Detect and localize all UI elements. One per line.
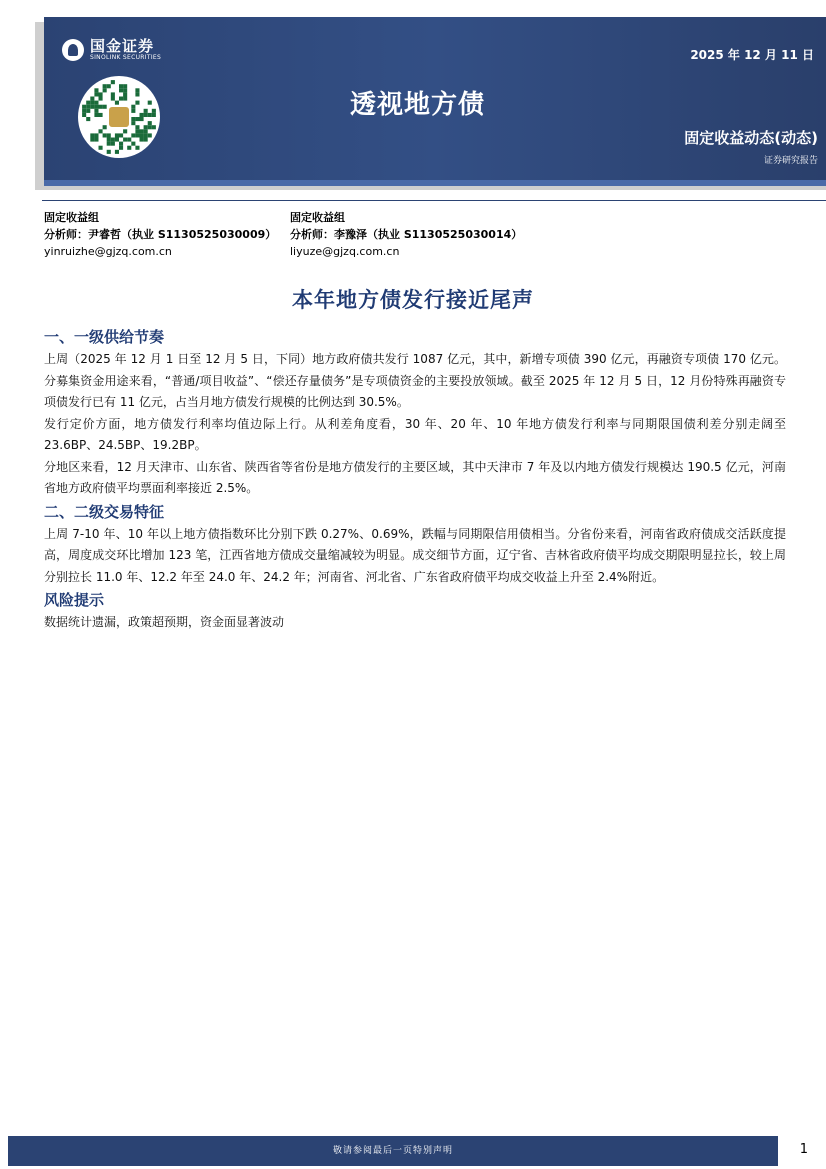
paragraph: 发行定价方面，地方债发行利率均值边际上行。从利差角度看，30 年、20 年、10 年地方债发行利率与同期限国债利差分别走阔至 23.6BP、24.5BP、19.2BP。 bbox=[44, 416, 786, 452]
analyst-label: 分析师： bbox=[290, 228, 334, 241]
section-title-secondary-trading: 二、二级交易特征 bbox=[44, 502, 165, 521]
report-type: 证券研究报告 bbox=[763, 156, 818, 166]
analyst-license: （执业 S1130525030009） bbox=[121, 228, 277, 241]
analyst-name-line bbox=[44, 226, 276, 243]
analyst-block bbox=[44, 209, 276, 260]
analyst-name: 李豫泽 bbox=[334, 228, 367, 241]
analyst-name: 尹睿哲 bbox=[88, 228, 121, 241]
section-title-risk: 风险提示 bbox=[44, 591, 105, 609]
analyst-block bbox=[290, 209, 522, 260]
report-content bbox=[44, 327, 786, 634]
banner-stripe bbox=[44, 180, 826, 186]
analyst-license: （执业 S1130525030014） bbox=[367, 228, 523, 241]
headline: 本年地方债发行接近尾声 bbox=[292, 288, 534, 312]
logo-text bbox=[90, 38, 161, 62]
analyst-label: 分析师： bbox=[44, 228, 88, 241]
analyst-group: 固定收益组 bbox=[44, 211, 99, 224]
page-number: 1 bbox=[799, 1142, 808, 1157]
paragraph: 上周 7-10 年、10 年以上地方债指数环比分别下跌 0.27%、0.69%，跌幅与同期限信用债相当。分省份来看，河南省政府债成交活跃度提高，周度成交环比增加 123 笔，江西省地方债成交量缩减较为明显。成交细节方面，辽宁省、吉林省政府债平均成交期限明显拉长，较上周分别拉长 11.0 年、12.2 年至 24.0 年、24.2 年；河南省、河北省、广东省政府债平均成交收益上升至 2.4%附近。 bbox=[44, 526, 786, 584]
analysts-divider bbox=[42, 200, 826, 201]
report-title: 透视地方债 bbox=[350, 90, 486, 120]
report-category: 固定收益动态(动态) bbox=[684, 129, 818, 147]
analyst-email[interactable]: yinruizhe@gjzq.com.cn bbox=[44, 245, 172, 258]
logo-mark-icon bbox=[62, 39, 84, 61]
analyst-name-line bbox=[290, 226, 522, 243]
logo-cn: 国金证券 bbox=[90, 37, 155, 55]
analyst-group: 固定收益组 bbox=[290, 211, 345, 224]
logo-en: SINOLINK SECURITIES bbox=[90, 54, 162, 61]
analyst-email[interactable]: liyuze@gjzq.com.cn bbox=[290, 245, 400, 258]
qr-code-icon bbox=[78, 76, 160, 158]
paragraph: 分地区来看，12 月天津市、山东省、陕西省等省份是地方债发行的主要区域，其中天津市 7 年及以内地方债发行规模达 190.5 亿元，河南省地方政府债平均票面利率接近 2.5%。 bbox=[44, 459, 786, 495]
company-logo bbox=[62, 38, 161, 62]
footer-disclaimer: 敬请参阅最后一页特别声明 bbox=[332, 1146, 453, 1156]
paragraph: 上周（2025 年 12 月 1 日至 12 月 5 日，下同）地方政府债共发行 1087 亿元，其中，新增专项债 390 亿元，再融资专项债 170 亿元。分募集资金用途来看，“普通/项目收益”、“偿还存量债务”是专项债资金的主要投放领域。截至 2025 年 12 月 5 日，12 月份特殊再融资专项债发行已有 11 亿元，占当月地方债发行规模的比例达到 30.5%。 bbox=[44, 352, 786, 409]
section-title-primary-supply: 一、一级供给节奏 bbox=[44, 328, 165, 346]
report-date: 2025 年 12 月 11 日 bbox=[690, 48, 814, 62]
paragraph: 数据统计遗漏，政策超预期，资金面显著波动 bbox=[44, 615, 285, 629]
